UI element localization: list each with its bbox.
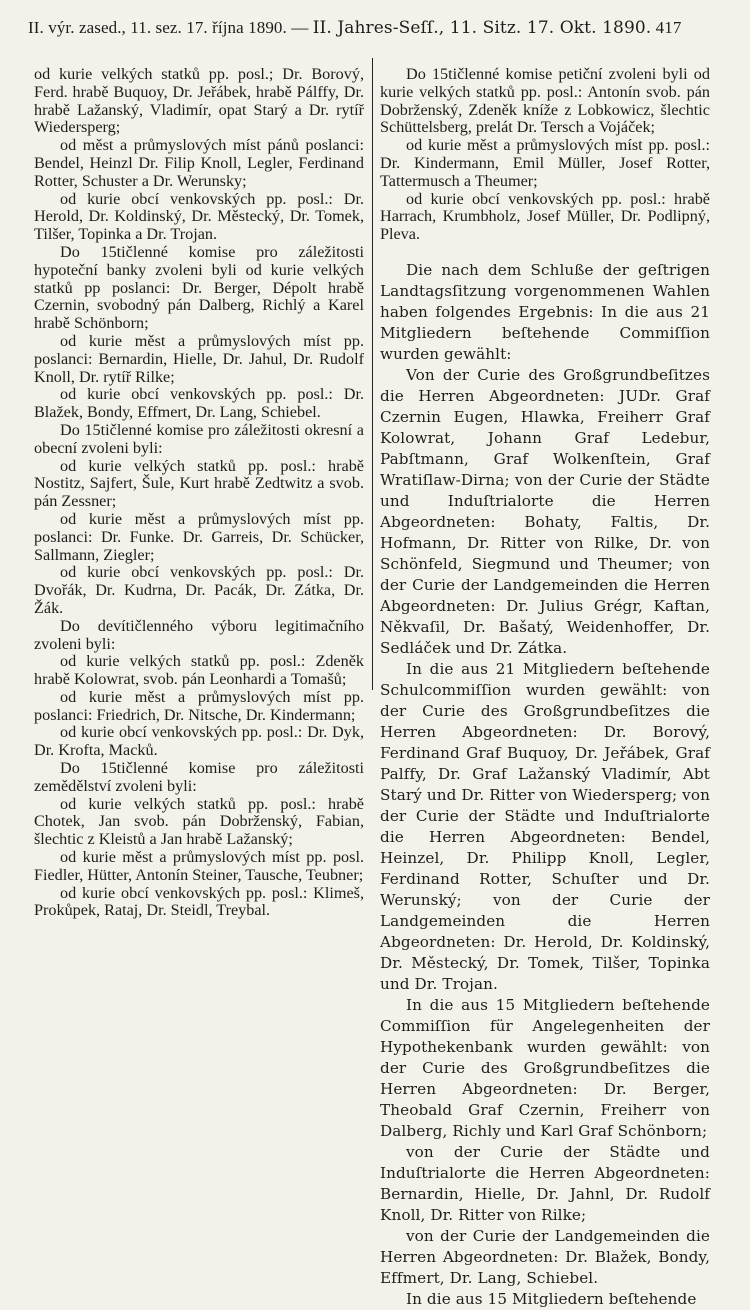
paragraph: od kurie velkých statků pp. posl.: hrabě Chotek, Jan svob. pán Dobrženský, Fabian, šlechtic z Kleistů a Jan hrabě Lažanský; xyxy=(34,794,364,849)
header-german: II. Jahres-Seſſ., 11. Sitz. 17. Okt. 1890. xyxy=(312,18,652,38)
paragraph: od kurie měst a průmyslových míst pp. posl.: Dr. Kindermann, Emil Müller, Josef Rotter, Tattermusch a Theumer; xyxy=(380,136,710,190)
paragraph: od kurie měst a průmyslových míst pp. poslanci: Bernardin, Hielle, Dr. Jahul, Dr. Rudolf Knoll, Dr. rytíř Rilke; xyxy=(34,331,364,386)
header-czech: II. výr. zased., 11. sez. 17. října 1890. — xyxy=(28,18,309,37)
paragraph: od kurie velkých statků pp. posl.: hrabě Nostitz, Sajfert, Šule, Kurt hrabě Zedtwitz a svob. pán Zessner; xyxy=(34,456,364,511)
left-column xyxy=(34,66,364,920)
page-number: 417 xyxy=(655,18,682,37)
paragraph: In die aus 15 Mitgliedern beſtehende Commiſſion für Angelegenheiten der Hypothekenbank wurden gewählt: von der Curie des Großgrundbeſitzes die Herren Abgeordneten: Dr. Berger, Theobald Graf Czernin, Freiherr von Dalberg, Richly und Karl Graf Schönborn; xyxy=(380,995,710,1140)
paragraph: od kurie měst a průmyslových míst pp. posl. Fiedler, Hütter, Antonín Steiner, Tausche, Teubner; xyxy=(34,848,364,884)
paragraph: od kurie měst a průmyslových míst pp. poslanci: Friedrich, Dr. Nitsche, Dr. Kindermann; xyxy=(34,687,364,724)
paragraph: In die aus 21 Mitgliedern beſtehende Schulcommiſſion wurden gewählt: von der Curie des Großgrundbeſitzes die Herren Abgeordneten: Dr. Borový, Ferdinand Graf Buquoy, Dr. Jeřábek, Graf Palffy, Dr. Graf Lažanský Vladimír, Abt Starý und Dr. Ritter von Wiedersperg; von der Curie der Städte und Induſtrialorte die Herren Abgeordneten: Bendel, Heinzel, Dr. Philipp Knoll, Legler, Ferdinand Rotter, Schuſter und Dr. Werunský; von der Curie der Landgemeinden die Herren Abgeordneten: Dr. Herold, Dr. Koldinský, Dr. Městecký, Dr. Tomek, Tilšer, Topinka und Dr. Trojan. xyxy=(380,659,710,993)
right-column xyxy=(380,66,710,1310)
paragraph: Do devítičlenného výboru legitimačního zvoleni byli: xyxy=(34,616,364,653)
paragraph: od kurie obcí venkovských pp. posl.: Klimeš, Prokůpek, Rataj, Dr. Steidl, Treybal. xyxy=(34,883,364,920)
paragraph: od kurie měst a průmyslových míst pp. poslanci: Dr. Funke. Dr. Garreis, Dr. Schücker, Sallmann, Ziegler; xyxy=(34,509,364,564)
paragraph: Do 15tičlenné komise pro záležitosti hypoteční banky zvoleni byli od kurie velkých statků pp poslanci: Dr. Berger, Dépolt hrabě Czernin, svobodný pán Dalberg, Richlý a Karel hrabě Schönborn; xyxy=(34,242,364,333)
paragraph: od kurie obcí venkovských pp. posl.: hrabě Harrach, Krumbholz, Josef Müller, Dr. Podlipný, Pleva. xyxy=(380,189,710,244)
column-divider xyxy=(372,58,373,690)
paragraph: Do 15tičlenné komise pro záležitosti zemědělství zvoleni byli: xyxy=(34,759,364,795)
paragraph: od kurie obcí venkovských pp. posl.: Dr. Herold, Dr. Koldinský, Dr. Městecký, Dr. Tomek, Tilšer, Topinka a Dr. Trojan. xyxy=(34,189,364,244)
paragraph: Die nach dem Schluße der geſtrigen Landtagsſitzung vorgenommenen Wahlen haben folgendes Ergebnis: In die aus 21 Mitgliedern beſtehende Commiſſion wurden gewählt: xyxy=(380,260,710,363)
paragraph: von der Curie der Landgemeinden die Herren Abgeordneten: Dr. Blažek, Bondy, Effmert, Dr. Lang, Schiebel. xyxy=(380,1226,710,1287)
german-section xyxy=(380,260,710,1310)
paragraph: od kurie velkých statků pp. posl.: Zdeněk hrabě Kolowrat, svob. pán Leonhardi a Tomašů; xyxy=(34,652,364,689)
paragraph: od kurie obcí venkovských pp. posl.: Dr. Dyk, Dr. Krofta, Macků. xyxy=(34,723,364,760)
paragraph: od kurie obcí venkovských pp. posl.: Dr. Blažek, Bondy, Effmert, Dr. Lang, Schiebel. xyxy=(34,385,364,422)
paragraph: od kurie obcí venkovských pp. posl.: Dr. Dvořák, Dr. Kudrna, Dr. Pacák, Dr. Zátka, Dr. Žák. xyxy=(34,563,364,617)
paragraph: od měst a průmyslových míst pánů poslanci: Bendel, Heinzl Dr. Filip Knoll, Legler, Ferdinand Rotter, Schuster a Dr. Werunsky; xyxy=(34,136,364,190)
paragraph: od kurie velkých statků pp. posl.; Dr. Borový, Ferd. hrabě Buquoy, Dr. Jeřábek, hrabě Pálffy, Dr. hrabě Lažanský, Vladimír, opat Starý a Dr. rytíř Wiedersperg; xyxy=(34,65,364,137)
paragraph: Do 15tičlenné komise petiční zvoleni byli od kurie velkých statků pp. posl.: Antonín svob. pán Dobrženský, Zdeněk kníže z Lobkowicz, šlechtic Schüttelsberg, prelát Dr. Tersch a Vojáček; xyxy=(380,65,710,137)
running-header xyxy=(28,18,722,38)
paragraph: Von der Curie des Großgrundbeſitzes die Herren Abgeordneten: JUDr. Graf Czernin Eugen, Hlawka, Freiherr Graf Kolowrat, Johann Graf Ledebur, Pabſtmann, Graf Wolkenſtein, Graf Wratiſlaw-Dirna; von der Curie der Städte und Induſtrialorte die Herren Abgeordneten: Bohaty, Faltis, Dr. Hofmann, Dr. Ritter von Rilke, Dr. von Schönfeld, Siegmund und Theumer; von der Curie der Landgemeinden die Herren Abgeordneten: Dr. Julius Grégr, Kaftan, Někvaſil, Dr. Bašatý, Weidenhoffer, Dr. Sedláček und Dr. Zátka. xyxy=(380,365,710,657)
paragraph: von der Curie der Städte und Induſtrialorte die Herren Abgeordneten: Bernardin, Hielle, Dr. Jahnl, Dr. Rudolf Knoll, Dr. Ritter von Rilke; xyxy=(380,1142,710,1224)
paragraph: In die aus 15 Mitgliedern beſtehende xyxy=(406,1289,697,1308)
paragraph: Do 15tičlenné komise pro záležitosti okresní a obecní zvoleni byli: xyxy=(34,420,364,457)
